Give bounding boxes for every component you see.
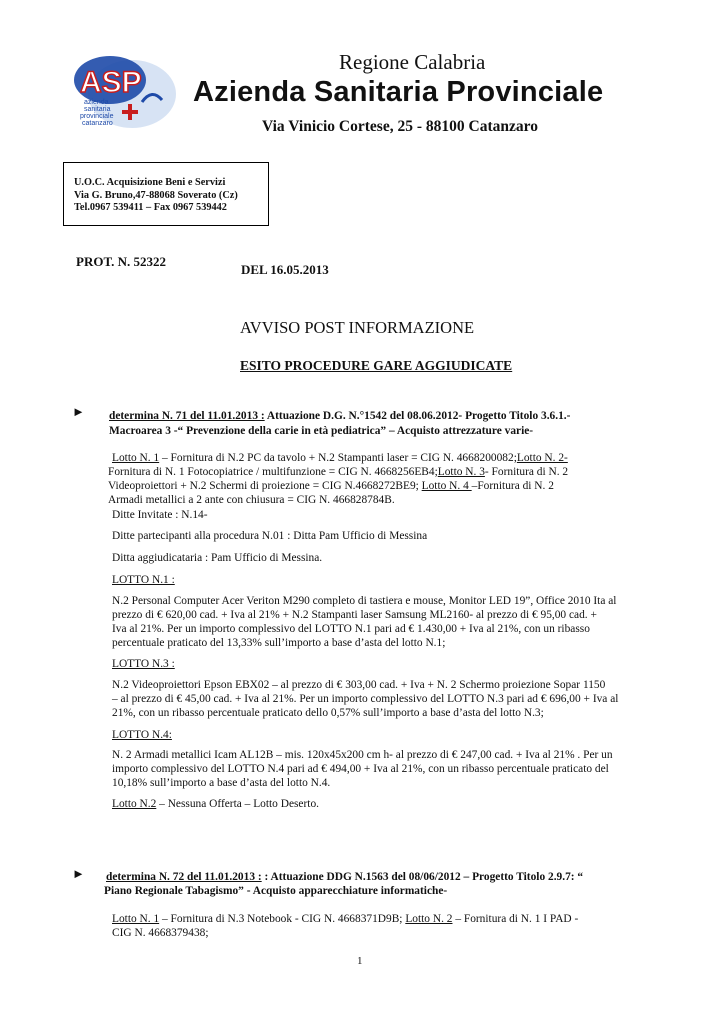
- lotto-3-heading: LOTTO N.3 :: [112, 658, 175, 670]
- lotto-3-desc: - Fornitura di N. 2: [484, 466, 569, 478]
- logo-subtitle-2: sanitaria: [84, 106, 111, 113]
- lotto-3-desc-cont: Videoproiettori + N.2 Schermi di proiezione = CIG N.4668272BE9;: [108, 480, 422, 492]
- uoc-line-2: Via G. Bruno,47-88068 Soverato (Cz): [74, 189, 238, 201]
- determina-2-subject-line2: Piano Regionale Tabagismo” - Acquisto apparecchiature informatiche-: [104, 885, 448, 897]
- section2-lotti-line-1: [112, 912, 578, 926]
- ditte-invitate: Ditte Invitate : N.14-: [112, 509, 208, 521]
- lotti-line-4: Armadi metallici a 2 ante con chiusura = CIG N. 466828784B.: [108, 494, 395, 506]
- page-number: 1: [357, 955, 363, 967]
- notice-subtitle: ESITO PROCEDURE GARE AGGIUDICATE: [240, 358, 513, 373]
- s2-lotto-2-ref: Lotto N. 2: [405, 913, 453, 925]
- protocol-date: DEL 16.05.2013: [241, 262, 329, 277]
- agency-address: Via Vinicio Cortese, 25 - 88100 Catanzaro: [262, 118, 538, 135]
- lotto-4-ref: Lotto N. 4: [421, 480, 472, 492]
- lotto-1-text-4: percentuale praticato del 13,33% sull’importo a base d’asta del lotto N.1;: [112, 637, 446, 649]
- ditta-aggiudicataria: Ditta aggiudicataria : Pam Ufficio di Messina.: [112, 552, 323, 564]
- s2-lotto-1-ref: Lotto N. 1: [112, 913, 160, 925]
- lotto-3-ref: Lotto N. 3: [437, 466, 485, 478]
- determina-1-subject: Attuazione D.G. N.°1542 del 08.06.2012- Progetto Titolo 3.6.1.-: [264, 410, 571, 422]
- notice-title: AVVISO POST INFORMAZIONE: [240, 318, 475, 337]
- determina-2-heading: [106, 870, 583, 884]
- lotti-line-3: [108, 479, 554, 493]
- s2-lotto-2-desc: – Fornitura di N. 1 I PAD -: [452, 913, 579, 925]
- lotto-3-text-3: 21%, con un ribasso percentuale praticato dello 0,57% sull’importo a base d’asta del lotto N.3;: [112, 707, 544, 719]
- logo-text: ASP: [80, 66, 142, 99]
- s2-lotto-1-desc: – Fornitura di N.3 Notebook - CIG N. 4668371D9B;: [159, 913, 406, 925]
- ditte-partecipanti: Ditte partecipanti alla procedura N.01 : Ditta Pam Ufficio di Messina: [112, 530, 428, 542]
- bullet-arrow-icon: ►: [72, 866, 85, 881]
- lotto-2-result-text: – Nessuna Offerta – Lotto Deserto.: [156, 798, 319, 810]
- determina-2-ref: determina N. 72 del 11.01.2013 :: [106, 871, 262, 883]
- logo-subtitle-1: azienda: [84, 99, 109, 106]
- agency-name: Azienda Sanitaria Provinciale: [193, 76, 604, 108]
- lotti-line-2: [108, 465, 568, 479]
- asp-logo: [70, 52, 178, 130]
- determina-2-subject: : Attuazione DDG N.1563 del 08/06/2012 – Progetto Titolo 2.9.7: “: [261, 871, 584, 883]
- determina-1-heading: [109, 409, 570, 423]
- lotto-4-text-1: N. 2 Armadi metallici Icam AL12B – mis. 120x45x200 cm h- al prezzo di € 247,00 cad. + Iva al 21% . Per un: [112, 749, 613, 761]
- determina-1-subject-line2: Macroarea 3 -“ Prevenzione della carie in età pediatrica” – Acquisto attrezzature varie-: [109, 425, 534, 437]
- lotto-3-text-1: N.2 Videoproiettori Epson EBX02 – al prezzo di € 303,00 cad. + Iva + N. 2 Schermo proiezione Sopar 1150: [112, 679, 606, 691]
- uoc-address-box: [63, 162, 269, 226]
- lotto-1-text-1: N.2 Personal Computer Acer Veriton M290 completo di tastiera e mouse, Monitor LED 19”, Office 2010 Ita al: [112, 595, 617, 607]
- lotto-1-heading: LOTTO N.1 :: [112, 574, 175, 586]
- bullet-arrow-icon: ►: [72, 404, 85, 419]
- lotto-1-desc: – Fornitura di N.2 PC da tavolo + N.2 Stampanti laser = CIG N. 4668200082;: [159, 452, 517, 464]
- region-name: Regione Calabria: [339, 50, 486, 74]
- logo-subtitle-4: catanzaro: [82, 120, 113, 127]
- lotto-3-text-2: – al prezzo di € 45,00 cad. + Iva al 21%. Per un importo complessivo del LOTTO N.3 pari ad € 696,00 + Iva al: [112, 693, 619, 705]
- lotti-line-1: [112, 451, 568, 465]
- uoc-line-1: U.O.C. Acquisizione Beni e Servizi: [74, 177, 226, 188]
- section2-lotti-line-2: CIG N. 4668379438;: [112, 927, 209, 939]
- lotto-2-result-ref: Lotto N.2: [112, 798, 157, 810]
- lotto-4-heading: LOTTO N.4:: [112, 729, 172, 741]
- lotto-2-result: [112, 797, 319, 811]
- determina-1-ref: determina N. 71 del 11.01.2013 :: [109, 410, 265, 422]
- lotto-1-text-3: Iva al 21%. Per un importo complessivo del LOTTO N.1 pari ad € 1.430,00 + Iva al 21%, con un ribasso: [112, 623, 590, 635]
- logo-subtitle-3: provinciale: [80, 113, 114, 120]
- lotto-2-ref: Lotto N. 2-: [516, 452, 568, 464]
- lotto-2-desc: Fornitura di N. 1 Fotocopiatrice / multifunzione = CIG N. 4668256EB4;: [108, 466, 438, 478]
- uoc-line-3: Tel.0967 539411 – Fax 0967 539442: [74, 202, 227, 213]
- lotto-4-desc: –Fornitura di N. 2: [471, 480, 554, 492]
- lotto-4-text-3: 10,18% sull’importo a base d’asta del lotto N.4.: [112, 777, 331, 789]
- lotto-1-text-2: prezzo di € 620,00 cad. + Iva al 21% + N.2 Stampanti laser Samsung ML2160- al prezzo di € 95,00 cad. +: [112, 609, 597, 621]
- lotto-4-text-2: importo complessivo del LOTTO N.4 pari ad € 494,00 + Iva al 21%, con un ribasso percentuale praticato del: [112, 763, 609, 775]
- protocol-number: PROT. N. 52322: [76, 254, 167, 269]
- lotto-1-ref: Lotto N. 1: [112, 452, 160, 464]
